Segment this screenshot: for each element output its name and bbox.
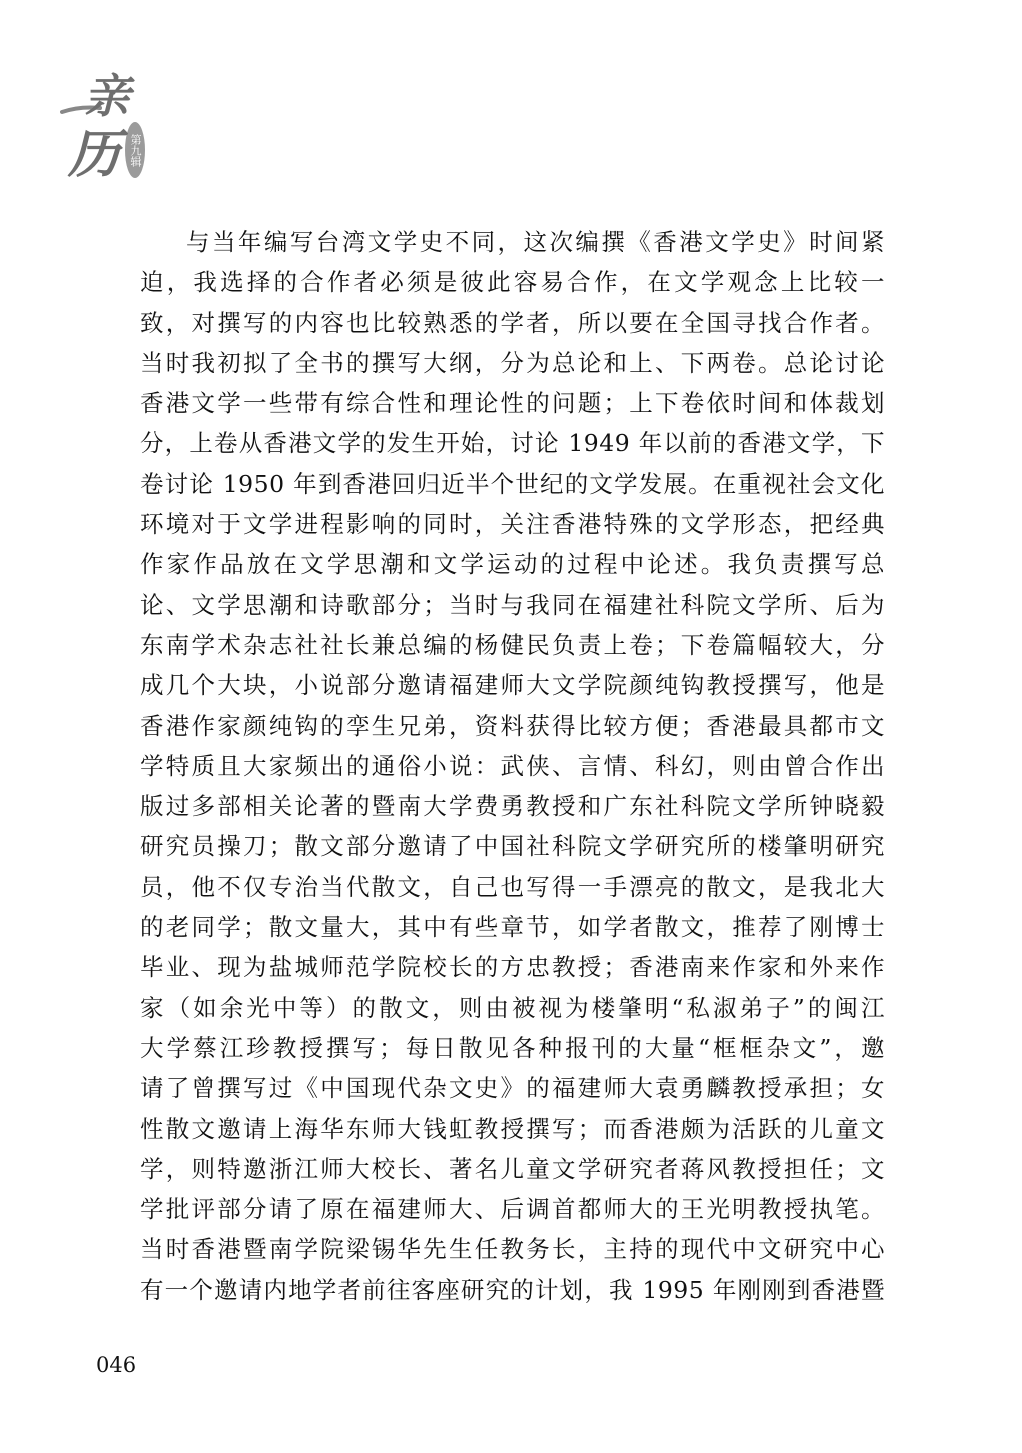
text-line: 学，则特邀浙江师大校长、著名儿童文学研究者蒋风教授担任；文 <box>140 1154 885 1183</box>
text-line: 卷讨论 1950 年到香港回归近半个世纪的文学发展。在重视社会文化 <box>140 469 885 498</box>
text-line: 东南学术杂志社社长兼总编的杨健民负责上卷；下卷篇幅较大，分 <box>140 630 885 659</box>
text-line: 当时我初拟了全书的撰写大纲，分为总论和上、下两卷。总论讨论 <box>140 348 885 377</box>
text-line: 成几个大块，小说部分邀请福建师大文学院颜纯钩教授撰写，他是 <box>140 671 885 700</box>
text-line: 环境对于文学进程影响的同时，关注香港特殊的文学形态，把经典 <box>140 510 885 539</box>
text-line: 研究员操刀；散文部分邀请了中国社科院文学研究所的楼肇明研究 <box>140 832 885 861</box>
text-line: 分，上卷从香港文学的发生开始，讨论 1949 年以前的香港文学，下 <box>140 429 885 458</box>
text-line: 致，对撰写的内容也比较熟悉的学者，所以要在全国寻找合作者。 <box>140 308 885 337</box>
body-text <box>140 222 885 1310</box>
text-line: 与当年编写台湾文学史不同，这次编撰《香港文学史》时间紧 <box>186 228 885 256</box>
text-line: 论、文学思潮和诗歌部分；当时与我同在福建社科院文学所、后为 <box>140 590 885 619</box>
text-line: 学特质且大家频出的通俗小说：武侠、言情、科幻，则由曾合作出 <box>140 751 885 780</box>
text-line: 香港文学一些带有综合性和理论性的问题；上下卷依时间和体裁划 <box>140 389 885 418</box>
text-line: 版过多部相关论著的暨南大学费勇教授和广东社科院文学所钟晓毅 <box>140 792 885 821</box>
text-line: 大学蔡江珍教授撰写；每日散见各种报刊的大量“框框杂文”，邀 <box>140 1033 885 1062</box>
text-line: 的老同学；散文量大，其中有些章节，如学者散文，推荐了刚博士 <box>140 913 885 942</box>
text-line: 学批评部分请了原在福建师大、后调首都师大的王光明教授执笔。 <box>140 1195 885 1224</box>
text-line: 当时香港暨南学院梁锡华先生任教务长，主持的现代中文研究中心 <box>140 1235 885 1264</box>
page-number: 046 <box>96 1353 137 1377</box>
text-line: 毕业、现为盐城师范学院校长的方忠教授；香港南来作家和外来作 <box>140 953 885 982</box>
text-line: 家（如余光中等）的散文，则由被视为楼肇明“私淑弟子”的闽江 <box>140 993 885 1022</box>
text-line: 性散文邀请上海华东师大钱虹教授撰写；而香港颇为活跃的儿童文 <box>140 1114 885 1143</box>
text-line: 有一个邀请内地学者前往客座研究的计划，我 1995 年刚刚到香港暨 <box>140 1275 885 1304</box>
logo-char-li: 历 <box>68 124 121 185</box>
text-line: 香港作家颜纯钩的孪生兄弟，资料获得比较方便；香港最具都市文 <box>140 711 885 740</box>
text-line: 员，他不仅专治当代散文，自己也写得一手漂亮的散文，是我北大 <box>140 872 885 901</box>
text-line: 作家作品放在文学思潮和文学运动的过程中论述。我负责撰写总 <box>140 550 885 579</box>
text-line: 请了曾撰写过《中国现代杂文史》的福建师大袁勇麟教授承担；女 <box>140 1074 885 1103</box>
series-logo <box>60 62 170 185</box>
logo-char-qin: 亲 <box>84 69 130 123</box>
logo-stamp: 第九辑 <box>129 133 142 167</box>
text-line: 迫，我选择的合作者必须是彼此容易合作，在文学观念上比较一 <box>140 268 885 297</box>
